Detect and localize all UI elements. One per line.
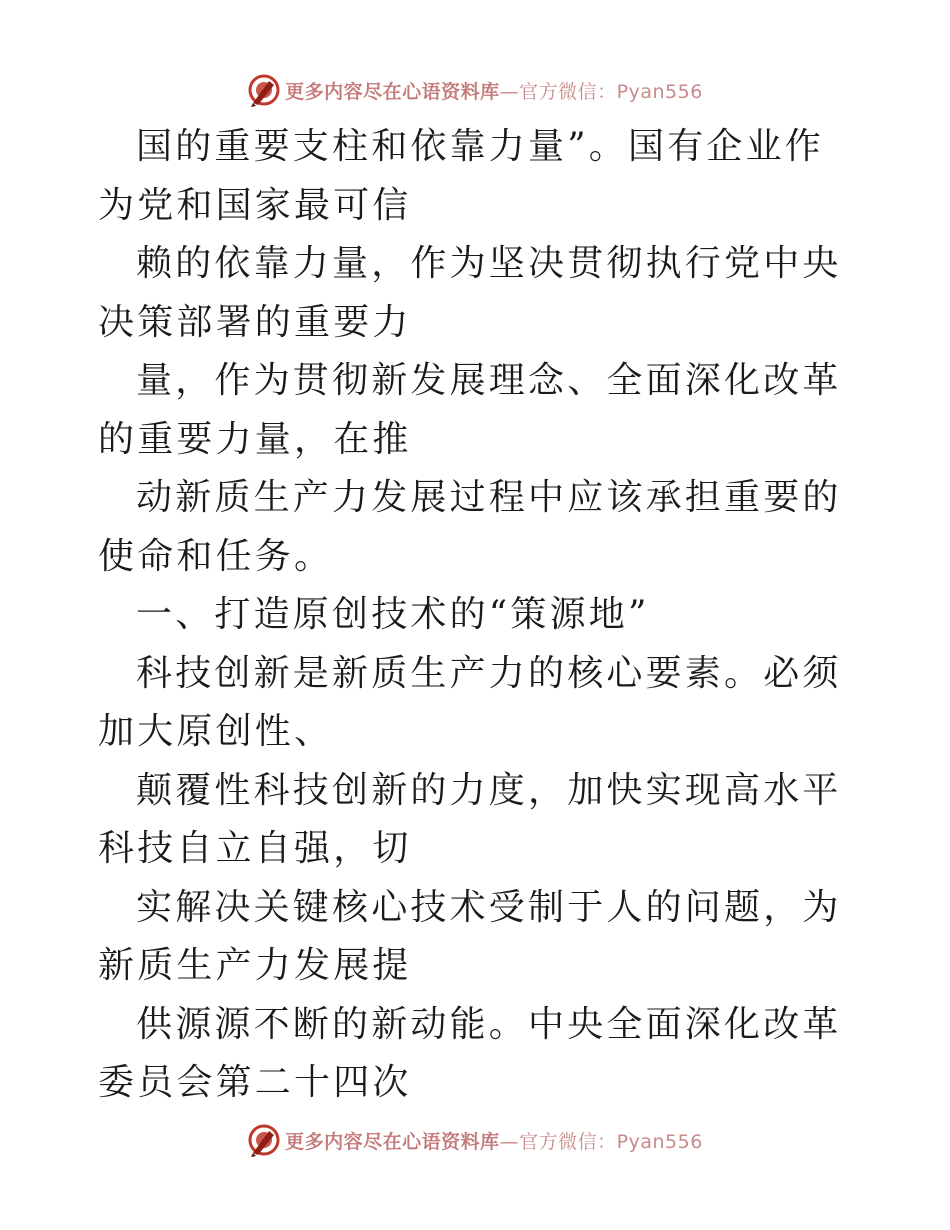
line-rest: 第二十四次 bbox=[215, 1062, 412, 1103]
line-rest: 创性、 bbox=[215, 711, 334, 752]
header-wechat-text: 官方微信：Pyan556 bbox=[519, 80, 703, 103]
line-first: 一、打造原创技术的“策源地” bbox=[136, 594, 650, 635]
pen-logo-icon bbox=[247, 73, 281, 107]
line-first: 实解决关键核心技术受制于人的问题，为新质生 bbox=[98, 886, 842, 986]
line-rest: 产力发展提 bbox=[215, 945, 412, 986]
header-separator: — bbox=[499, 80, 520, 103]
line-first: 动新质生产力发展过程中应该承担重要的使命和 bbox=[98, 477, 842, 577]
body-paragraph bbox=[0, 762, 950, 879]
line-first: 科技创新是新质生产力的核心要素。必须加大原 bbox=[98, 652, 842, 752]
footer-separator: — bbox=[499, 1130, 520, 1153]
line-rest: 署的重要力 bbox=[215, 301, 412, 343]
body-paragraph bbox=[0, 118, 950, 235]
body-paragraph bbox=[0, 469, 950, 586]
body-paragraph bbox=[0, 879, 950, 996]
body-paragraph bbox=[0, 645, 950, 762]
header-banner bbox=[0, 70, 950, 110]
body-paragraph bbox=[0, 996, 950, 1113]
document-body bbox=[0, 118, 950, 1113]
line-rest: 国家最可信 bbox=[215, 184, 412, 226]
footer-banner bbox=[0, 1120, 950, 1160]
line-first: 供源源不断的新动能。中央全面深化改革委员会 bbox=[98, 1003, 842, 1103]
line-first: 量，作为贯彻新发展理念、全面深化改革的重要 bbox=[98, 360, 842, 460]
footer-wechat-text: 官方微信：Pyan556 bbox=[519, 1130, 703, 1153]
footer-banner-text bbox=[285, 1127, 703, 1154]
body-paragraph bbox=[0, 235, 950, 352]
line-first: 国的重要支柱和依靠力量”。国有企业作为党和 bbox=[98, 126, 825, 226]
line-rest: 任务。 bbox=[215, 535, 334, 577]
header-site-text: 更多内容尽在心语资料库 bbox=[285, 80, 500, 103]
line-first: 颠覆性科技创新的力度，加快实现高水平科技自 bbox=[98, 769, 842, 869]
line-rest: 力量，在推 bbox=[215, 418, 412, 460]
line-rest: 立自强，切 bbox=[215, 828, 412, 869]
pen-logo-icon bbox=[247, 1123, 281, 1157]
line-first: 赖的依靠力量，作为坚决贯彻执行党中央决策部 bbox=[98, 243, 842, 343]
body-paragraph bbox=[0, 352, 950, 469]
header-banner-text bbox=[285, 77, 703, 104]
footer-site-text: 更多内容尽在心语资料库 bbox=[285, 1130, 500, 1153]
section-heading bbox=[0, 586, 950, 645]
